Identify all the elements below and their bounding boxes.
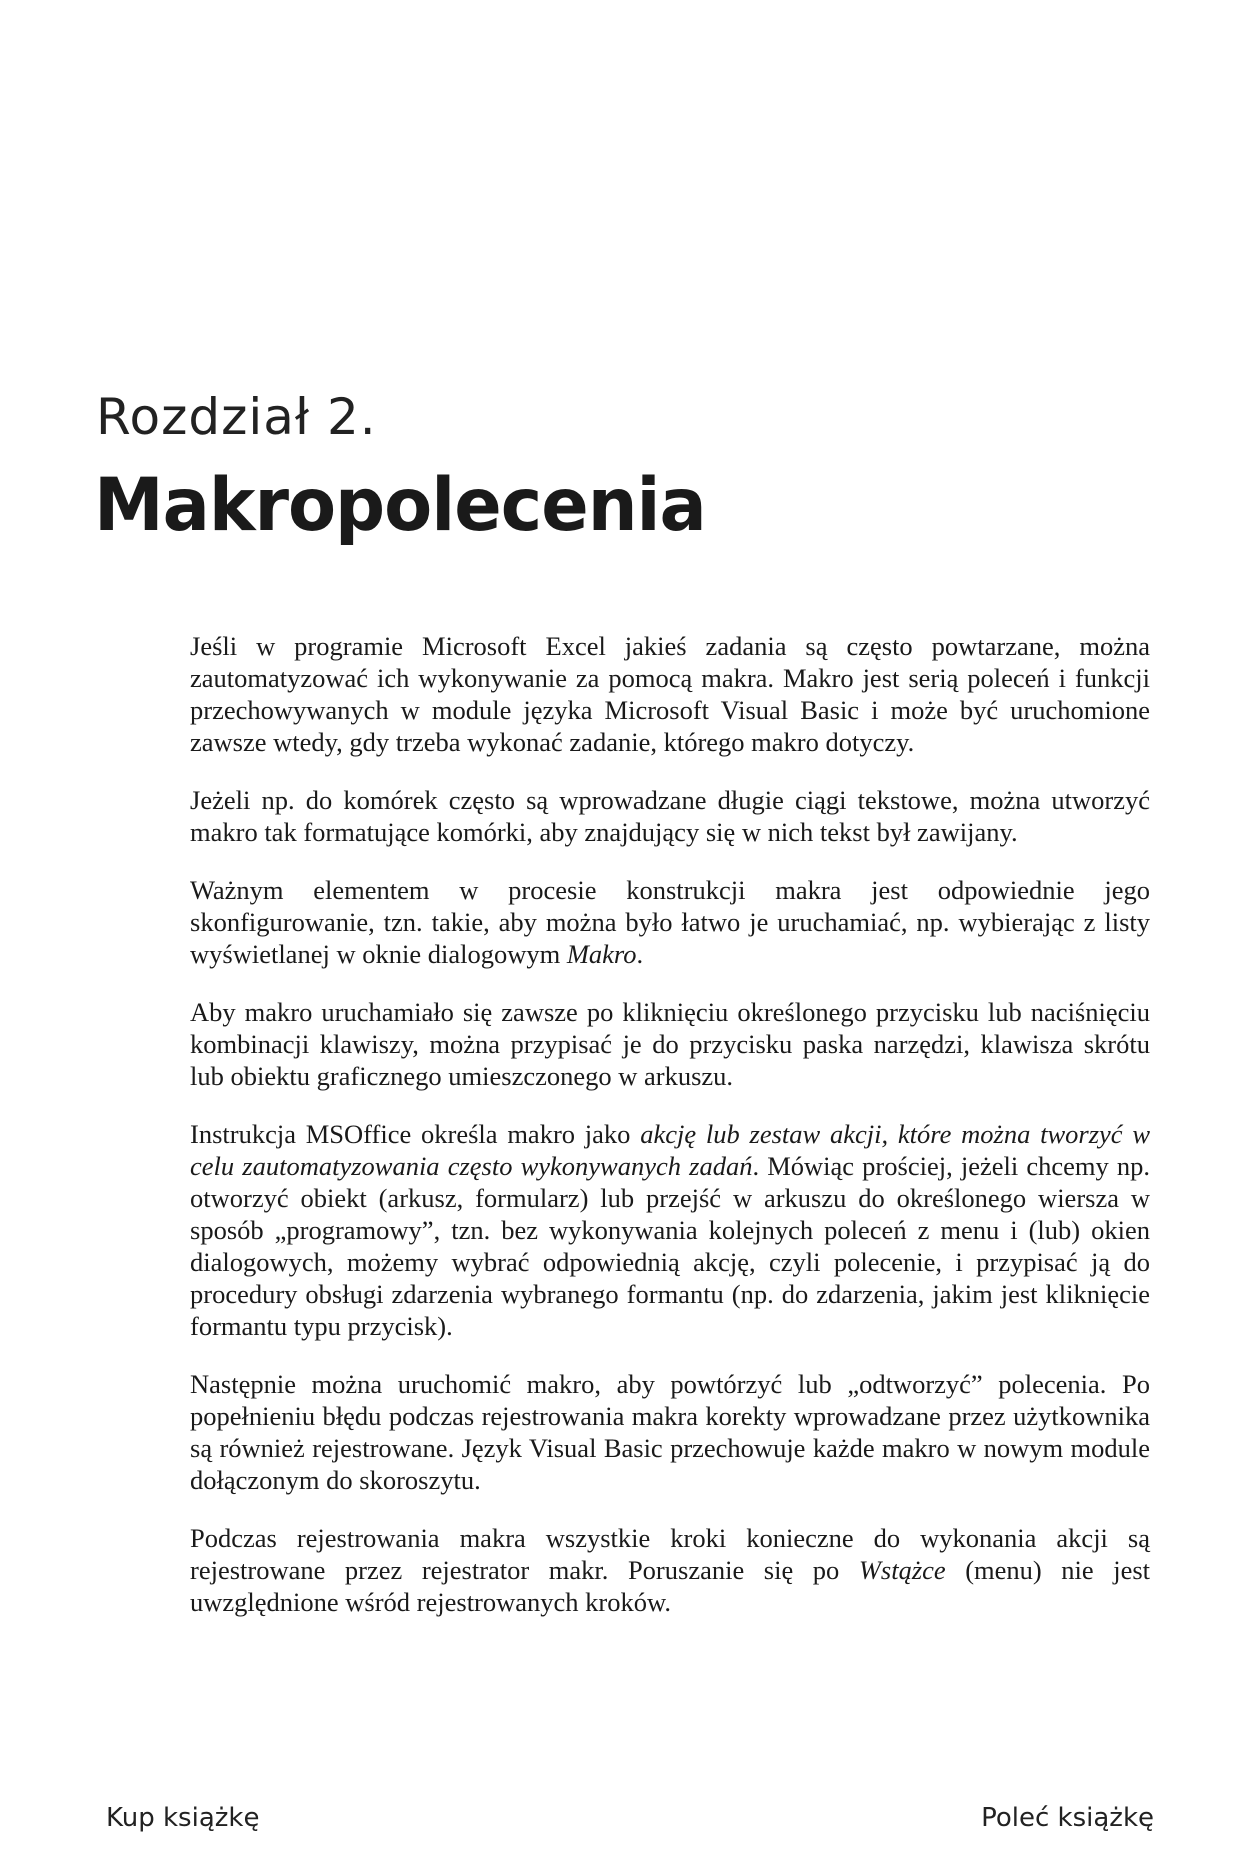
paragraph-7-end: (menu) nie jest uwzględnione wśród rejestrowanych kroków. (190, 1555, 1150, 1617)
paragraph-3-end: . (636, 939, 644, 969)
paragraph-5 (190, 1118, 1150, 1342)
paragraph-7 (190, 1522, 1150, 1618)
recommend-book-link[interactable]: Poleć książkę (981, 1803, 1154, 1833)
buy-book-link[interactable]: Kup książkę (106, 1803, 260, 1833)
paragraph-4: Aby makro uruchamiało się zawsze po kliknięciu określonego przycisku lub naciśnięciu kombinacji klawiszy, można przypisać je do przycisku paska narzędzi, klawisza skrótu lub obiektu graficznego umieszczonego w arkuszu. (190, 997, 1150, 1091)
paragraph-3-emphasis: Makro (566, 939, 637, 969)
chapter-title: Makropolecenia (94, 461, 706, 548)
chapter-number: Rozdział 2. (96, 388, 377, 446)
paragraph-5-end: . Mówiąc prościej, jeżeli chcemy np. otworzyć obiekt (arkusz, formularz) lub przejść w arkuszu do określonego wiersza w sposób „programowy”, tzn. bez wykonywania kolejnych poleceń z menu i (lub) okien dialogowych, możemy wybrać odpowiednią akcję, czyli polecenie, i przypisać ją do procedury obsługi zdarzenia wybranego formantu (np. do zdarzenia, jakim jest kliknięcie formantu typu przycisk). (190, 1151, 1150, 1341)
paragraph-5-text: Instrukcja MSOffice określa makro jako (190, 1119, 641, 1149)
paragraph-3-text: Ważnym elementem w procesie konstrukcji makra jest odpowiednie jego skonfigurowanie, tzn. takie, aby można było łatwo je uruchamiać, np. wybierając z listy wyświetlanej w oknie dialogowym (190, 875, 1150, 969)
chapter-body (190, 630, 1150, 1644)
paragraph-3 (190, 874, 1150, 970)
paragraph-1: Jeśli w programie Microsoft Excel jakieś zadania są często powtarzane, można zautomatyzować ich wykonywanie za pomocą makra. Makro jest serią poleceń i funkcji przechowywanych w module języka Microsoft Visual Basic i może być uruchomione zawsze wtedy, gdy trzeba wykonać zadanie, którego makro dotyczy. (190, 631, 1150, 757)
paragraph-6: Następnie można uruchomić makro, aby powtórzyć lub „odtworzyć” polecenia. Po popełnieniu błędu podczas rejestrowania makra korekty wprowadzane przez użytkownika są również rejestrowane. Język Visual Basic przechowuje każde makro w nowym module dołączonym do skoroszytu. (190, 1369, 1150, 1495)
paragraph-2: Jeżeli np. do komórek często są wprowadzane długie ciągi tekstowe, można utworzyć makro tak formatujące komórki, aby znajdujący się w nich tekst był zawijany. (190, 785, 1150, 847)
paragraph-7-emphasis: Wstążce (858, 1555, 946, 1585)
paragraph-5-emphasis: akcję lub zestaw akcji, które można tworzyć w celu zautomatyzowania często wykonywanych zadań (190, 1119, 1150, 1181)
paragraph-7-text: Podczas rejestrowania makra wszystkie kroki konieczne do wykonania akcji są rejestrowane przez rejestrator makr. Poruszanie się po (190, 1523, 1150, 1585)
